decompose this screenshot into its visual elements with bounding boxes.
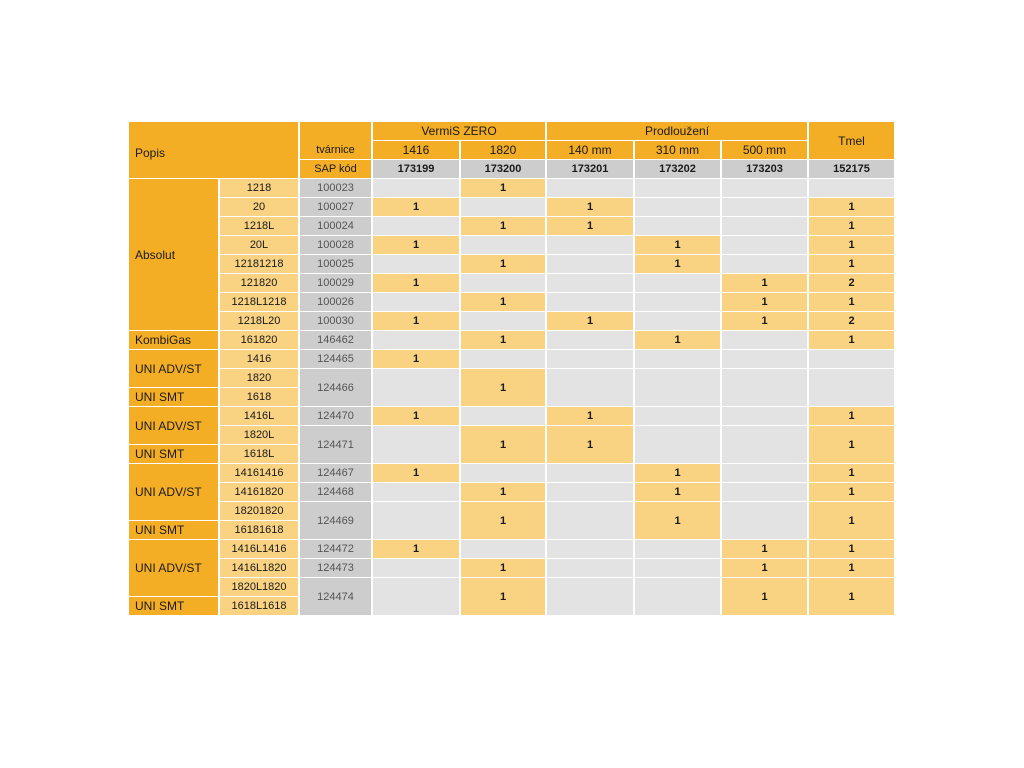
quantity-cell [722,217,807,235]
quantity-cell: 1 [809,559,894,577]
quantity-cell [809,350,894,368]
quantity-cell [547,293,633,311]
quantity-cell: 1 [373,350,459,368]
table-row [129,559,894,577]
quantity-cell: 1 [809,502,894,539]
sap-code-cell: 100027 [300,198,371,216]
quantity-cell: 1 [547,312,633,330]
quantity-cell [373,578,459,615]
sap-code-cell: 124474 [300,578,371,615]
group-label: UNI ADV/ST [129,407,218,444]
group-label: KombiGas [129,331,218,349]
quantity-cell: 1 [722,274,807,292]
col-header: 310 mm [635,141,720,159]
sap-code-cell: 100028 [300,236,371,254]
col-header: 140 mm [547,141,633,159]
quantity-cell: 1 [461,426,545,463]
sap-code-cell: 124465 [300,350,371,368]
compatibility-table [127,121,896,616]
table-row [129,540,894,558]
sap-code: 152175 [809,160,894,178]
quantity-cell: 1 [722,578,807,615]
table-row [129,578,894,596]
quantity-cell: 1 [461,578,545,615]
quantity-cell [635,426,720,463]
tvarnice-cell: 1618L1618 [220,597,298,615]
tvarnice-cell: 14161820 [220,483,298,501]
quantity-cell [722,426,807,463]
quantity-cell: 1 [373,274,459,292]
tvarnice-cell: 1218L1218 [220,293,298,311]
tvarnice-cell: 1416L1820 [220,559,298,577]
sap-code-cell: 124472 [300,540,371,558]
quantity-cell: 1 [373,312,459,330]
quantity-cell [635,198,720,216]
col-header: 500 mm [722,141,807,159]
quantity-cell: 1 [373,464,459,482]
quantity-cell: 2 [809,312,894,330]
sap-code: 173199 [373,160,459,178]
sap-code-cell: 124473 [300,559,371,577]
quantity-cell [461,540,545,558]
quantity-cell [461,464,545,482]
quantity-cell: 1 [809,331,894,349]
quantity-cell: 1 [461,217,545,235]
quantity-cell: 1 [809,198,894,216]
col-header: 1820 [461,141,545,159]
quantity-cell [635,578,720,615]
table-row [129,483,894,501]
quantity-cell: 1 [809,426,894,463]
quantity-cell: 1 [461,559,545,577]
quantity-cell [635,540,720,558]
quantity-cell [547,369,633,406]
quantity-cell: 1 [722,540,807,558]
quantity-cell [722,236,807,254]
quantity-cell [461,274,545,292]
quantity-cell: 1 [461,293,545,311]
quantity-cell: 1 [547,198,633,216]
table-row [129,179,894,197]
quantity-cell: 1 [809,407,894,425]
quantity-cell [547,274,633,292]
quantity-cell [809,369,894,406]
quantity-cell [722,464,807,482]
quantity-cell [461,407,545,425]
quantity-cell [547,350,633,368]
sap-code: 173202 [635,160,720,178]
quantity-cell: 1 [373,236,459,254]
quantity-cell [635,293,720,311]
quantity-cell: 1 [809,483,894,501]
sap-code-cell: 100023 [300,179,371,197]
tvarnice-cell: 14161416 [220,464,298,482]
sap-code-cell: 124468 [300,483,371,501]
tvarnice-cell: 1218L [220,217,298,235]
table-row [129,369,894,387]
sap-kod-header: SAP kód [300,160,371,178]
quantity-cell: 1 [809,293,894,311]
quantity-cell [373,331,459,349]
sap-code-cell: 100024 [300,217,371,235]
quantity-cell [722,369,807,406]
quantity-cell: 1 [635,464,720,482]
quantity-cell [547,464,633,482]
quantity-cell [547,255,633,273]
quantity-cell: 1 [373,198,459,216]
quantity-cell: 1 [461,331,545,349]
tvarnice-cell: 18201820 [220,502,298,520]
quantity-cell [547,502,633,539]
quantity-cell [461,236,545,254]
tvarnice-cell: 1820L1820 [220,578,298,596]
quantity-cell: 2 [809,274,894,292]
tvarnice-cell: 1416L [220,407,298,425]
quantity-cell: 1 [635,255,720,273]
quantity-cell: 1 [461,483,545,501]
group-label: UNI ADV/ST [129,350,218,387]
sap-code-cell: 100026 [300,293,371,311]
sap-code: 173203 [722,160,807,178]
tmel-header: Tmel [809,122,894,159]
table-row [129,293,894,311]
group-label: UNI SMT [129,597,218,615]
quantity-cell [547,483,633,501]
quantity-cell: 1 [809,578,894,615]
quantity-cell: 1 [722,559,807,577]
sap-code-cell: 124469 [300,502,371,539]
quantity-cell: 1 [461,255,545,273]
quantity-cell [547,559,633,577]
quantity-cell: 1 [461,369,545,406]
tvarnice-cell: 12181218 [220,255,298,273]
quantity-cell [635,179,720,197]
group-label: UNI ADV/ST [129,540,218,596]
quantity-cell [547,236,633,254]
quantity-cell: 1 [461,179,545,197]
sap-code-cell: 100030 [300,312,371,330]
tvarnice-cell: 16181618 [220,521,298,539]
quantity-cell: 1 [809,236,894,254]
quantity-cell [635,217,720,235]
group-label: UNI SMT [129,388,218,406]
tvarnice-cell: 1618 [220,388,298,406]
quantity-cell [373,559,459,577]
tvarnice-cell: 20L [220,236,298,254]
group-label: Absolut [129,179,218,330]
table-row [129,236,894,254]
quantity-cell [547,331,633,349]
group-label: UNI ADV/ST [129,464,218,520]
quantity-cell: 1 [809,464,894,482]
quantity-cell [373,502,459,539]
sap-code-cell: 100029 [300,274,371,292]
sap-code-cell: 100025 [300,255,371,273]
table-row [129,464,894,482]
table-row [129,198,894,216]
group-label: UNI SMT [129,521,218,539]
quantity-cell [635,559,720,577]
tvarnice-cell: 1218 [220,179,298,197]
quantity-cell: 1 [461,502,545,539]
quantity-cell [722,179,807,197]
quantity-cell: 1 [635,236,720,254]
table-row [129,274,894,292]
quantity-cell [461,198,545,216]
tvarnice-cell: 121820 [220,274,298,292]
quantity-cell [373,293,459,311]
quantity-cell [373,217,459,235]
table-row [129,407,894,425]
sap-code-cell: 146462 [300,331,371,349]
quantity-cell [635,350,720,368]
quantity-cell [635,369,720,406]
quantity-cell [722,255,807,273]
quantity-cell [722,198,807,216]
quantity-cell: 1 [547,426,633,463]
table-row [129,217,894,235]
quantity-cell [809,179,894,197]
quantity-cell: 1 [809,540,894,558]
quantity-cell [722,407,807,425]
vermis-zero-header: VermiS ZERO [373,122,545,140]
quantity-cell [461,350,545,368]
table-row [129,331,894,349]
table-row [129,255,894,273]
quantity-cell [461,312,545,330]
quantity-cell: 1 [809,255,894,273]
quantity-cell [373,369,459,406]
tvarnice-cell: 1416L1416 [220,540,298,558]
quantity-cell: 1 [373,407,459,425]
tvarnice-cell: 1820 [220,369,298,387]
quantity-cell [722,483,807,501]
quantity-cell: 1 [373,540,459,558]
tvarnice-cell: 161820 [220,331,298,349]
quantity-cell: 1 [635,502,720,539]
quantity-cell: 1 [547,407,633,425]
quantity-cell [373,426,459,463]
header-row-1 [129,122,894,140]
table-row [129,350,894,368]
quantity-cell: 1 [722,293,807,311]
popis-header: Popis [129,122,298,178]
tvarnice-cell: 20 [220,198,298,216]
tvarnice-cell: 1416 [220,350,298,368]
quantity-cell [547,578,633,615]
quantity-cell [373,483,459,501]
prodlouzeni-header: Prodloužení [547,122,807,140]
tvarnice-cell: 1820L [220,426,298,444]
table-row [129,312,894,330]
quantity-cell [722,502,807,539]
sap-code-cell: 124466 [300,369,371,406]
quantity-cell: 1 [722,312,807,330]
group-label: UNI SMT [129,445,218,463]
quantity-cell [635,312,720,330]
sap-code: 173200 [461,160,545,178]
quantity-cell: 1 [635,483,720,501]
quantity-cell: 1 [809,217,894,235]
compatibility-table-container [129,122,896,616]
quantity-cell [722,331,807,349]
quantity-cell [373,255,459,273]
tvarnice-cell: 1618L [220,445,298,463]
quantity-cell [373,179,459,197]
col-header: 1416 [373,141,459,159]
table-row [129,426,894,444]
quantity-cell [547,540,633,558]
tvarnice-header: tvárnice [300,122,371,159]
quantity-cell [635,407,720,425]
tvarnice-cell: 1218L20 [220,312,298,330]
sap-code-cell: 124467 [300,464,371,482]
quantity-cell: 1 [547,217,633,235]
sap-code: 173201 [547,160,633,178]
sap-code-cell: 124471 [300,426,371,463]
table-row [129,502,894,520]
sap-code-cell: 124470 [300,407,371,425]
quantity-cell [722,350,807,368]
quantity-cell [547,179,633,197]
quantity-cell [635,274,720,292]
quantity-cell: 1 [635,331,720,349]
